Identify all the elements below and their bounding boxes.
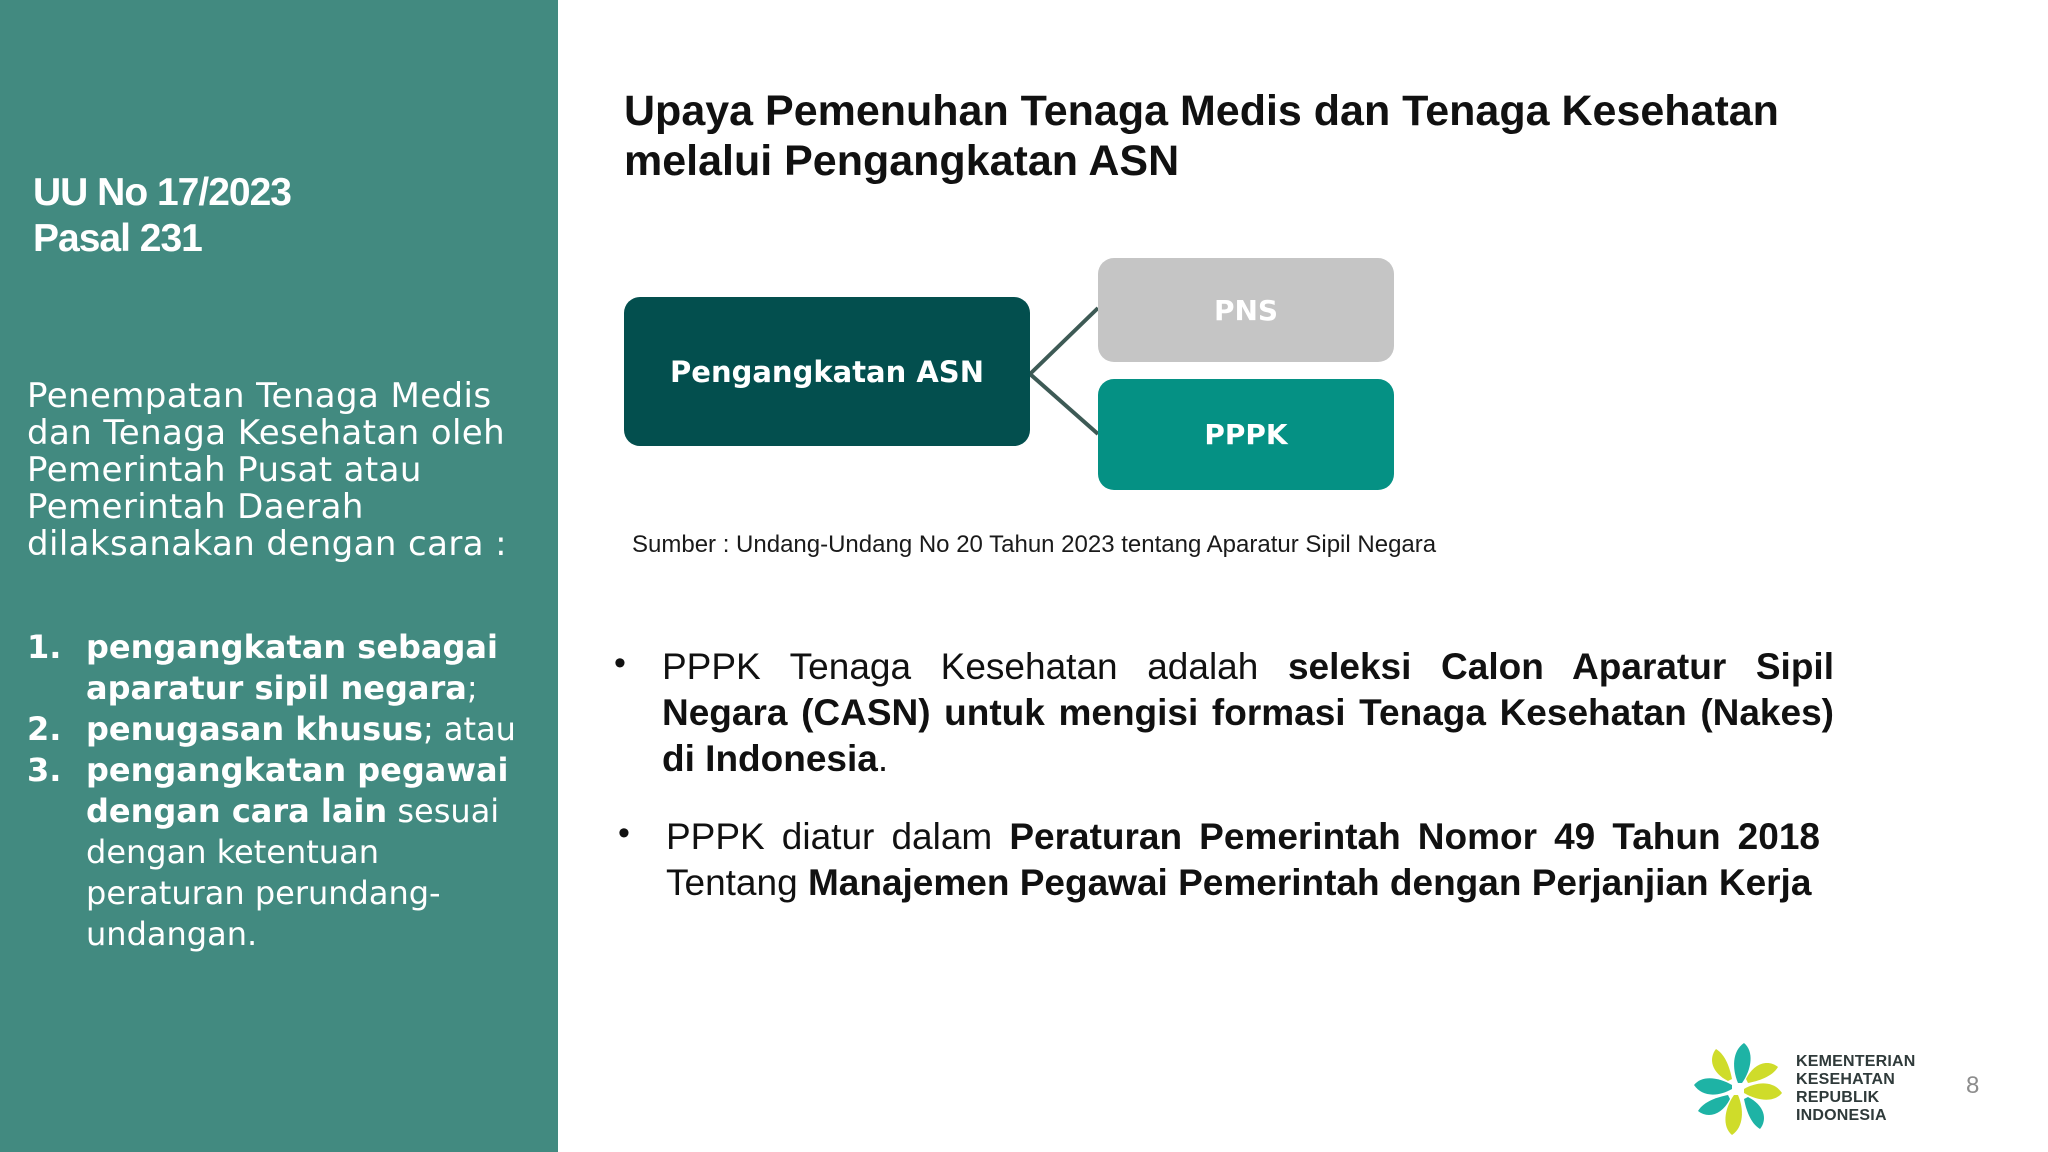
list-item-rest: ; atau [422, 710, 516, 748]
list-item-rest: ; [466, 669, 478, 707]
node-pengangkatan-asn: Pengangkatan ASN [624, 297, 1030, 446]
ministry-name-line: KEMENTERIAN [1796, 1053, 1916, 1070]
slide-title-line-1: Upaya Pemenuhan Tenaga Medis dan Tenaga Kesehatan [624, 87, 1779, 135]
left-sidebar [0, 0, 558, 1152]
list-item-bold: penugasan khusus [86, 710, 423, 748]
intro-text: Penempatan Tenaga Medis dan Tenaga Kesehatan oleh Pemerintah Pusat atau Pemerintah Daerah dilaksanakan dengan cara : [27, 376, 508, 564]
list-number: 1. [27, 628, 62, 666]
list-item-bold: pengangkatan sebagai aparatur sipil negara [86, 628, 498, 707]
bullet-text-bold: Peraturan Pemerintah Nomor 49 Tahun 2018 [1009, 816, 1820, 857]
list-item-rest: sesuai dengan ketentuan peraturan perundang-undangan. [86, 792, 500, 953]
bullet-marker: • [614, 644, 626, 682]
bullet-text-normal: PPPK Tenaga Kesehatan adalah [662, 646, 1288, 687]
bullet-text [666, 814, 1820, 906]
bullet-marker: • [618, 814, 630, 852]
methods-list [27, 627, 547, 955]
page-number: 8 [1966, 1072, 1980, 1099]
article-number: Pasal 231 [33, 217, 202, 260]
list-item [27, 709, 547, 750]
bullet-text-bold: seleksi Calon Aparatur Sipil Negara (CASN) untuk mengisi formasi Tenaga Kesehatan (Nakes) di Indonesia [662, 646, 1834, 779]
list-item-bold: pengangkatan pegawai dengan cara lain [86, 751, 509, 830]
ministry-name [1796, 1053, 1916, 1125]
node-pns: PNS [1098, 258, 1394, 362]
list-item [27, 750, 547, 955]
bullet-text [662, 644, 1834, 782]
ministry-name-line: INDONESIA [1796, 1107, 1887, 1124]
ministry-name-line: REPUBLIK [1796, 1089, 1880, 1106]
list-number: 2. [27, 710, 62, 748]
source-citation: Sumber : Undang-Undang No 20 Tahun 2023 tentang Aparatur Sipil Negara [632, 531, 1437, 558]
ministry-name-line: KESEHATAN [1796, 1071, 1895, 1088]
bullet-text-normal: PPPK diatur dalam [666, 816, 1010, 857]
list-item [27, 627, 547, 709]
slide-title [624, 86, 1924, 186]
bullet-item [614, 644, 1834, 782]
bullet-text-normal: . [877, 738, 889, 779]
list-number: 3. [27, 751, 62, 789]
law-number: UU No 17/2023 [33, 171, 291, 214]
node-pppk: PPPK [1098, 379, 1394, 490]
bullet-text-bold: Manajemen Pegawai Pemerintah dengan Perjanjian Kerja [807, 862, 1812, 903]
asn-diagram [624, 258, 1400, 490]
law-reference [33, 170, 291, 262]
slide-title-line-2: melalui Pengangkatan ASN [624, 137, 1180, 185]
bullet-text-normal: Tentang [666, 862, 808, 903]
bullet-item [618, 814, 1820, 906]
